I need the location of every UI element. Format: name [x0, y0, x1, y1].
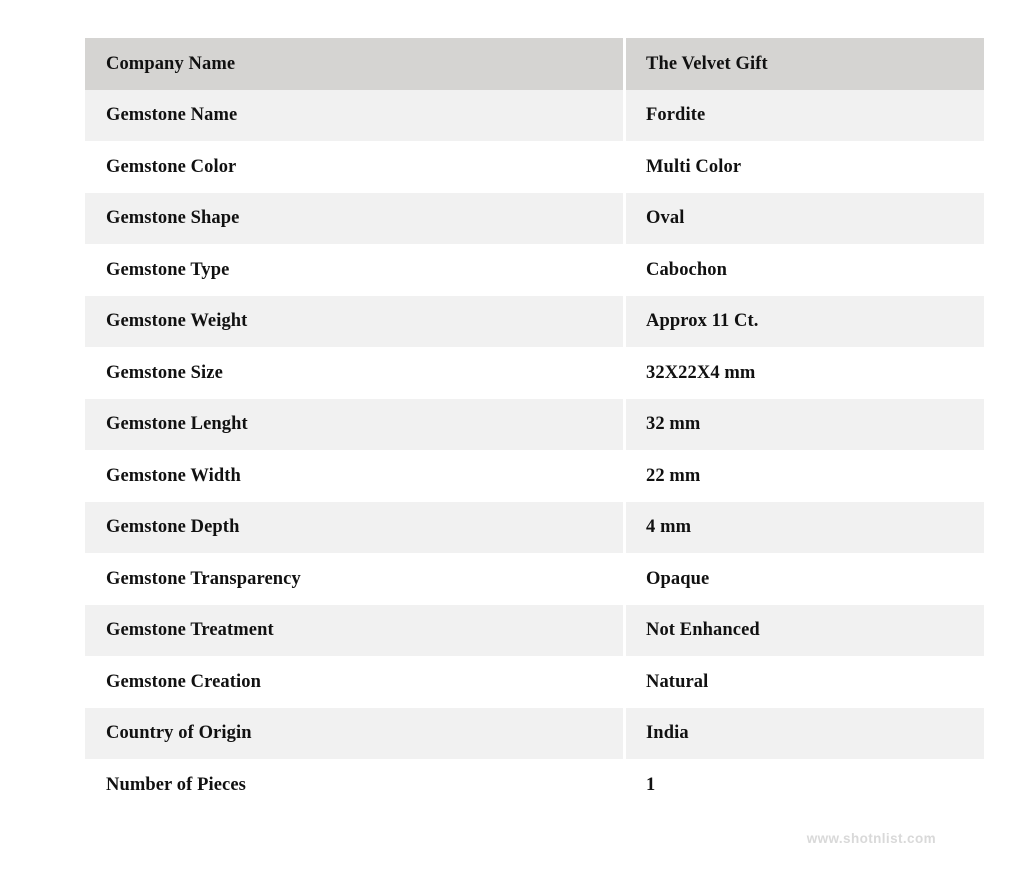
spec-value: Natural	[625, 656, 985, 708]
spec-value: 1	[625, 759, 985, 811]
spec-label: Gemstone Size	[85, 347, 625, 399]
table-row	[85, 605, 984, 657]
spec-label: Gemstone Lenght	[85, 399, 625, 451]
spec-value: 4 mm	[625, 502, 985, 554]
spec-label: Gemstone Depth	[85, 502, 625, 554]
spec-value: 22 mm	[625, 450, 985, 502]
spec-value: Opaque	[625, 553, 985, 605]
spec-label: Gemstone Treatment	[85, 605, 625, 657]
spec-value: Fordite	[625, 90, 985, 142]
spec-value: 32 mm	[625, 399, 985, 451]
spec-label: Gemstone Transparency	[85, 553, 625, 605]
spec-value: Multi Color	[625, 141, 985, 193]
table-row	[85, 244, 984, 296]
table-row	[85, 553, 984, 605]
table-row	[85, 656, 984, 708]
table-row	[85, 193, 984, 245]
table-row	[85, 759, 984, 811]
table-body	[85, 38, 984, 811]
watermark: www.shotnlist.com	[806, 831, 936, 846]
table-row	[85, 502, 984, 554]
table-row	[85, 450, 984, 502]
spec-value: 32X22X4 mm	[625, 347, 985, 399]
spec-label: Gemstone Color	[85, 141, 625, 193]
spec-value: Approx 11 Ct.	[625, 296, 985, 348]
spec-label: Gemstone Weight	[85, 296, 625, 348]
spec-label: Country of Origin	[85, 708, 625, 760]
table-row	[85, 347, 984, 399]
spec-label: Gemstone Type	[85, 244, 625, 296]
table-row	[85, 90, 984, 142]
spec-label: Gemstone Name	[85, 90, 625, 142]
table-row	[85, 708, 984, 760]
spec-value: The Velvet Gift	[625, 38, 985, 90]
spec-label: Company Name	[85, 38, 625, 90]
table-row	[85, 141, 984, 193]
spec-value: Oval	[625, 193, 985, 245]
spec-label: Gemstone Shape	[85, 193, 625, 245]
spec-value: Cabochon	[625, 244, 985, 296]
gemstone-specification-table	[85, 38, 984, 811]
spec-value: India	[625, 708, 985, 760]
spec-label: Gemstone Width	[85, 450, 625, 502]
table-row	[85, 38, 984, 90]
spec-value: Not Enhanced	[625, 605, 985, 657]
table-row	[85, 399, 984, 451]
spec-label: Number of Pieces	[85, 759, 625, 811]
table-row	[85, 296, 984, 348]
spec-label: Gemstone Creation	[85, 656, 625, 708]
